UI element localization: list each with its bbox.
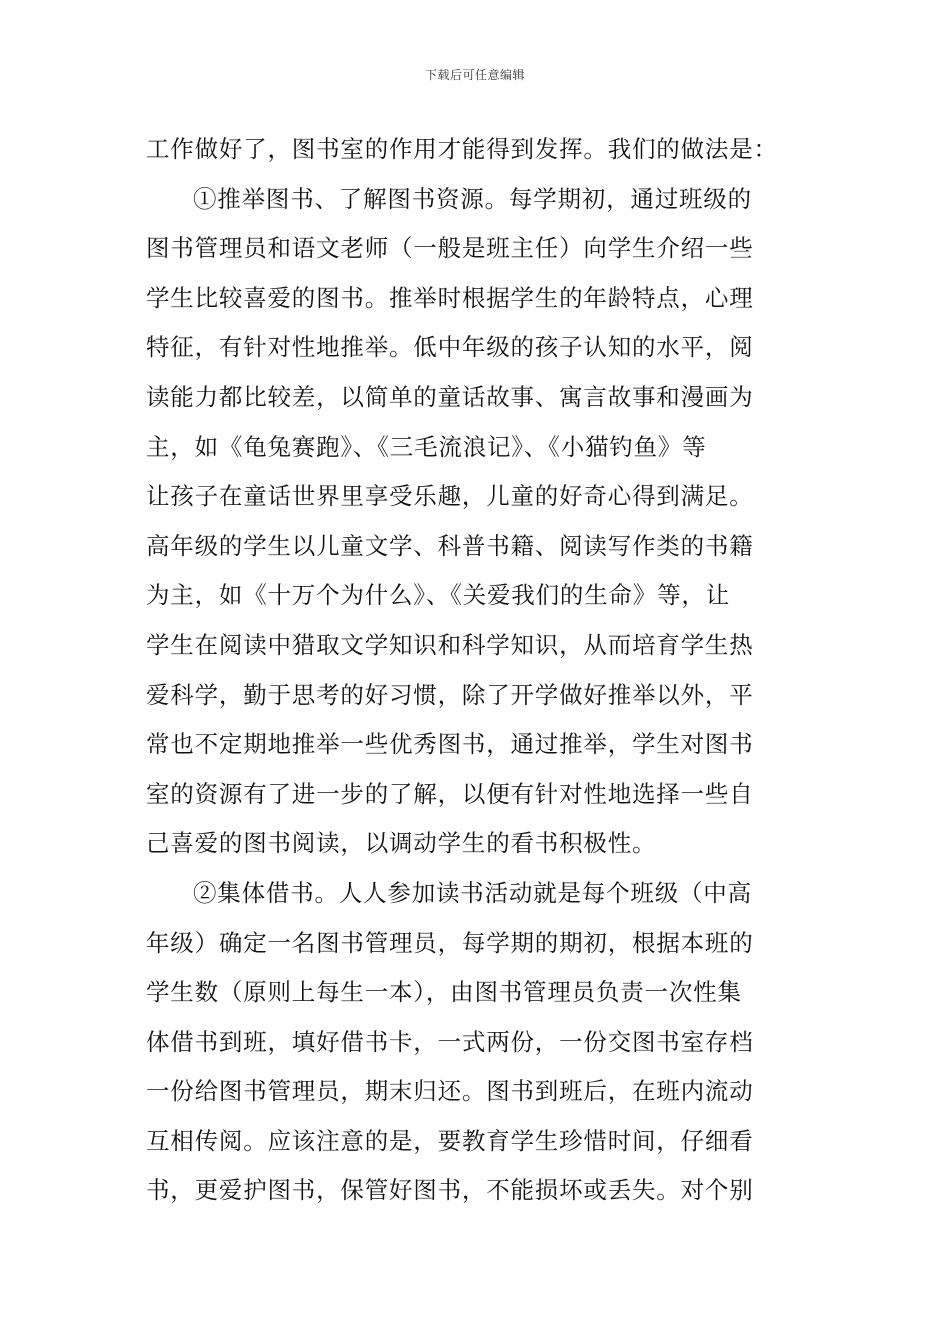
text-line: 年级）确定一名图书管理员，每学期的期初，根据本班的 [146, 928, 754, 957]
text-line: 为主，如《十万个为什么》、《关爱我们的生命》等，让 [146, 581, 730, 610]
text-line: 学生数（原则上每生一本），由图书管理员负责一次性集 [146, 978, 742, 1007]
text-line: 工作做好了，图书室的作用才能得到发挥。我们的做法是： [146, 135, 778, 163]
text-line: 读能力都比较差，以简单的童话故事、寓言故事和漫画为 [146, 382, 754, 411]
text-line: 一份给图书管理员，期末归还。图书到班后，在班内流动 [146, 1077, 754, 1106]
text-line: 让孩子在童话世界里享受乐趣，儿童的好奇心得到满足。 [146, 482, 754, 511]
text-line: 互相传阅。应该注意的是，要教育学生珍惜时间，仔细看 [146, 1126, 754, 1155]
text-line: 高年级的学生以儿童文学、科普书籍、阅读写作类的书籍 [146, 531, 754, 560]
text-line: 学生在阅读中猎取文学知识和科学知识，从而培育学生热 [146, 630, 754, 659]
text-line: 爱科学，勤于思考的好习惯，除了开学做好推举以外，平 [146, 680, 754, 709]
text-line: 室的资源有了进一步的了解，以便有针对性地选择一些自 [146, 779, 754, 808]
text-line: 学生比较喜爱的图书。推举时根据学生的年龄特点，心理 [146, 283, 754, 312]
page-header: 下载后可任意编辑 [424, 68, 525, 82]
paragraph-start-line: ①推举图书、了解图书资源。每学期初，通过班级的 [193, 184, 752, 213]
paragraph-start-line: ②集体借书。人人参加读书活动就是每个班级（中高 [193, 878, 752, 907]
text-line: 图书管理员和语文老师（一般是班主任）向学生介绍一些 [146, 234, 754, 263]
text-line: 特征，有针对性地推举。低中年级的孩子认知的水平，阅 [146, 333, 754, 362]
text-line: 书，更爱护图书，保管好图书，不能损坏或丢失。对个别 [146, 1176, 754, 1205]
document-body [146, 125, 806, 1216]
text-line: 己喜爱的图书阅读，以调动学生的看书积极性。 [146, 829, 657, 858]
text-line: 体借书到班，填好借书卡，一式两份，一份交图书室存档 [146, 1027, 754, 1056]
text-line: 常也不定期地推举一些优秀图书，通过推举，学生对图书 [146, 730, 754, 759]
text-line: 主，如《龟兔赛跑》、《三毛流浪记》、《小猫钓鱼》等 [146, 432, 707, 461]
